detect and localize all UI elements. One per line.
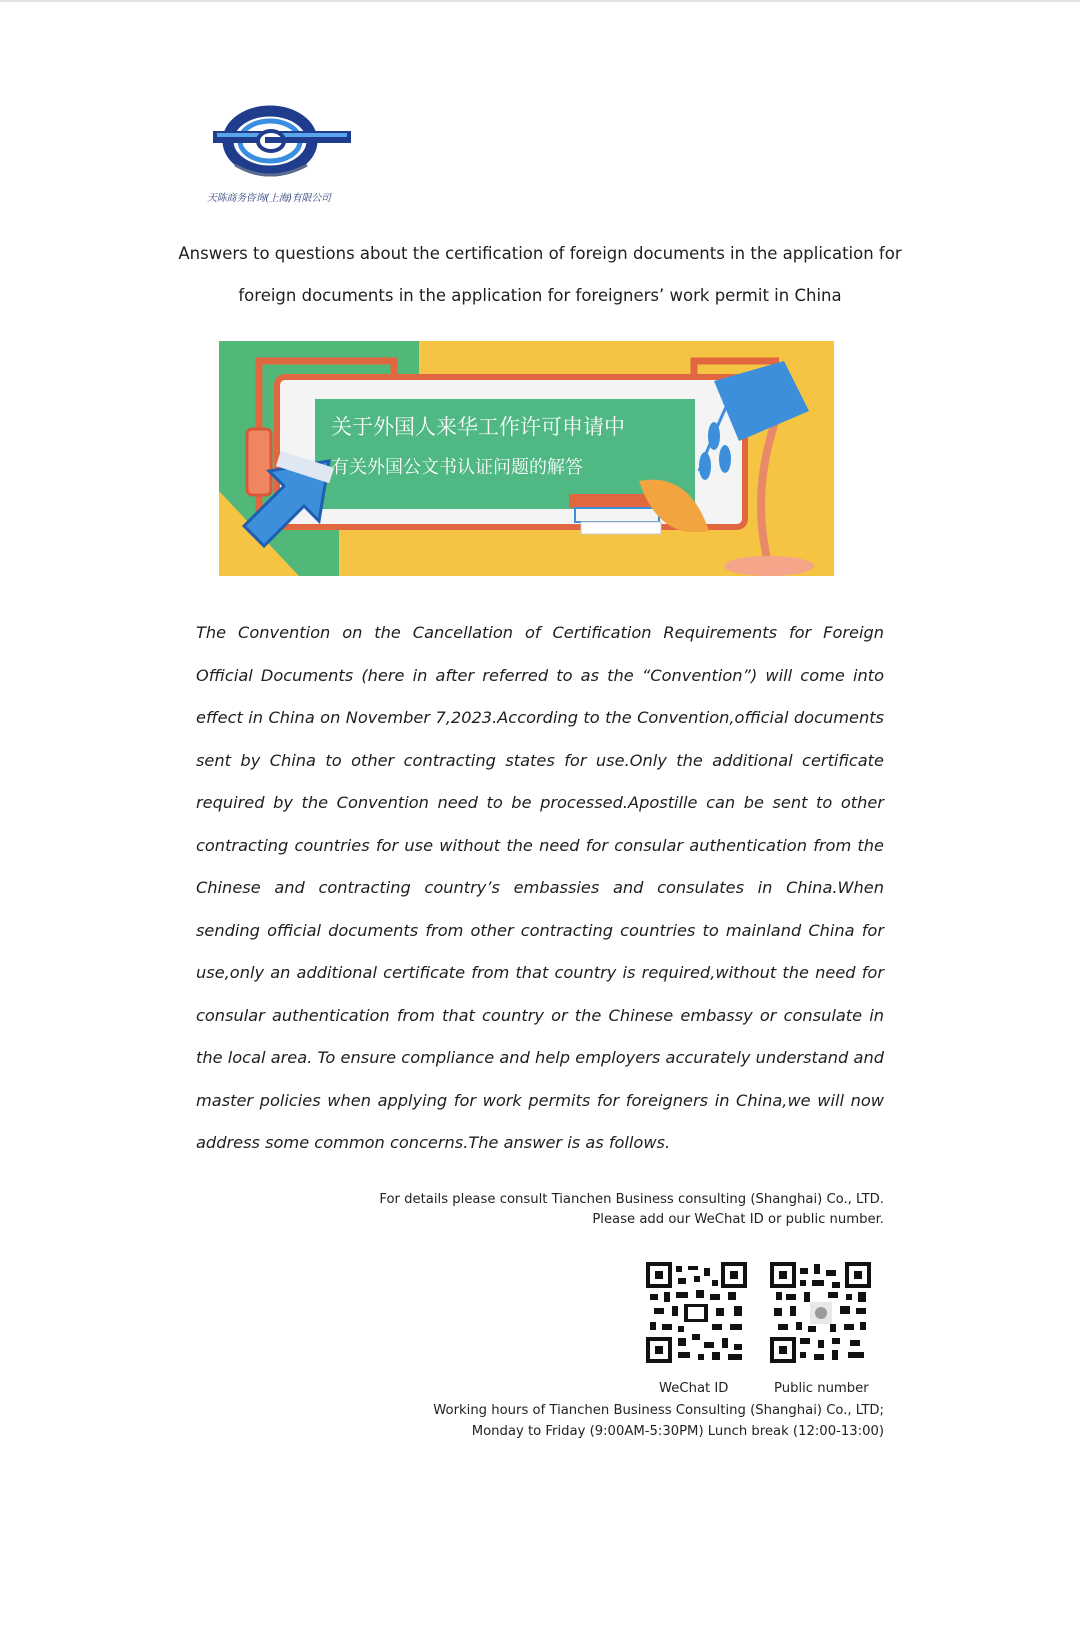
footer-consult-line: For details please consult Tianchen Business consulting (Shanghai) Co., LTD. — [379, 1192, 884, 1207]
body-paragraph: The Convention on the Cancellation of Certification Requirements for Foreign Official Documents (here in after referred to as the “Convention”) will come into effect in China on November 7,2023.According to the Convention,official documents sent by China to other contracting states for use.Only the additional certificate required by the Convention need to be processed.Apostille can be sent to other contracting countries for use without the need for consular authentication from the Chinese and contracting country’s embassies and consulates in China.When sending official documents from other contracting countries to mainland China for use,only an additional certificate from that country is required,without the need for consular authentication from that country or the Chinese embassy or consulate in the local area. To ensure compliance and help employers accurately understand and master policies when applying for work permits for foreigners in China,we will now address some common concerns.The answer is as follows. — [196, 623, 884, 1152]
logo-company-name: 天陈商务咨询(上海)有限公司 — [207, 193, 331, 204]
public-number-qr-label: Public number — [774, 1381, 869, 1396]
top-border — [0, 0, 1080, 2]
tianchen-logo-icon — [205, 105, 365, 189]
footer-add-line: Please add our WeChat ID or public number. — [592, 1212, 884, 1227]
title-line-1: Answers to questions about the certification of foreign documents in the application for — [178, 244, 902, 263]
banner-subheading-cn: 有关外国公文书认证问题的解答 — [331, 457, 583, 478]
title-line-2: foreign documents in the application for foreigners’ work permit in China — [238, 286, 842, 305]
working-hours-line-1: Working hours of Tianchen Business Consulting (Shanghai) Co., LTD; — [433, 1403, 884, 1418]
banner-heading-cn: 关于外国人来华工作许可申请中 — [331, 415, 625, 439]
document-title — [160, 233, 920, 317]
banner-illustration — [219, 341, 834, 576]
wechat-qr-icon — [646, 1262, 747, 1363]
wechat-qr-code — [646, 1262, 747, 1363]
public-number-qr-icon — [770, 1262, 871, 1363]
public-number-qr-code — [770, 1262, 871, 1363]
working-hours-line-2: Monday to Friday (9:00AM-5:30PM) Lunch break (12:00-13:00) — [471, 1424, 884, 1439]
company-logo — [205, 105, 365, 205]
wechat-qr-label: WeChat ID — [659, 1381, 729, 1396]
